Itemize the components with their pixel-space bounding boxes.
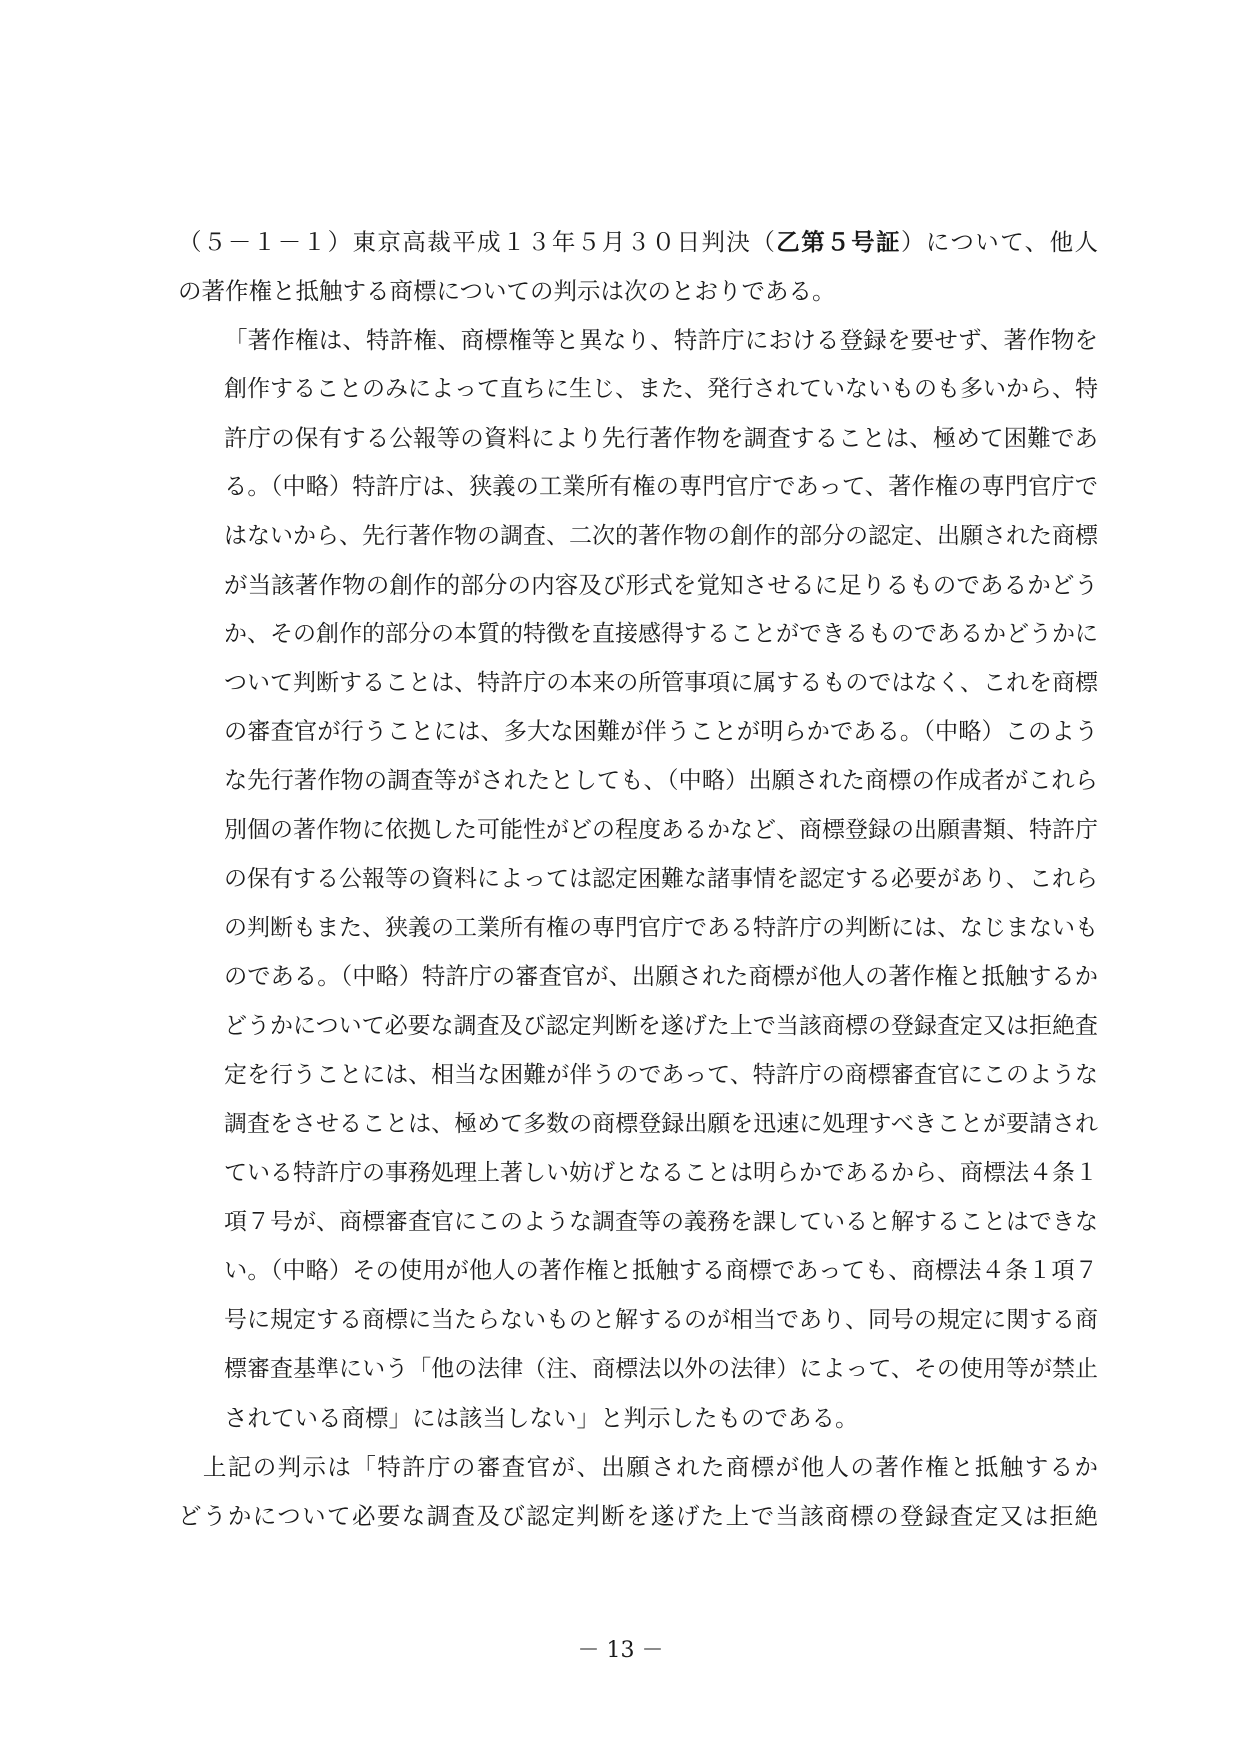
- quote-line: 別個の著作物に依拠した可能性がどの程度あるかなど、商標登録の出願書類、特許庁: [224, 817, 1098, 843]
- quote-line-last: されている商標」には該当しない」と判示したものである。: [224, 1404, 859, 1432]
- section-heading-line-1: [178, 225, 1098, 259]
- quote-line: 調査をさせることは、極めて多数の商標登録出願を迅速に処理すべきことが要請され: [224, 1111, 1098, 1137]
- heading-text-prefix: （５－１－１）東京高裁平成１３年５月３０日判決（: [178, 228, 777, 256]
- quote-line: 標審査基準にいう「他の法律（注、商標法以外の法律）によって、その使用等が禁止: [224, 1356, 1098, 1382]
- quote-line: 創作することのみによって直ちに生じ、また、発行されていないものも多いから、特: [224, 376, 1098, 402]
- quote-line: の保有する公報等の資料によっては認定困難な諸事情を認定する必要があり、これら: [224, 866, 1098, 892]
- quote-line: る。（中略）特許庁は、狭義の工業所有権の専門官庁であって、著作権の専門官庁で: [224, 473, 1098, 500]
- closing-paragraph-line: 上記の判示は「特許庁の審査官が、出願された商標が他人の著作権と抵触するか: [178, 1453, 1098, 1481]
- page-number: － 13 －: [577, 1638, 664, 1663]
- quote-line: ている特許庁の事務処理上著しい妨げとなることは明らかであるから、商標法４条１: [224, 1160, 1098, 1186]
- quote-line: い。（中略）その使用が他人の著作権と抵触する商標であっても、商標法４条１項７: [224, 1257, 1098, 1284]
- quote-line: のである。（中略）特許庁の審査官が、出願された商標が他人の著作権と抵触するか: [224, 963, 1098, 990]
- quote-line: ついて判断することは、特許庁の本来の所管事項に属するものではなく、これを商標: [224, 670, 1098, 696]
- quote-line: の判断もまた、狭義の工業所有権の専門官庁である特許庁の判断には、なじまないも: [224, 915, 1098, 941]
- quote-line: 号に規定する商標に当たらないものと解するのが相当であり、同号の規定に関する商: [224, 1307, 1098, 1333]
- closing-paragraph-line: どうかについて必要な調査及び認定判断を遂げた上で当該商標の登録査定又は拒絶: [178, 1502, 1098, 1530]
- quote-line: の審査官が行うことには、多大な困難が伴うことが明らかである。（中略）このよう: [224, 718, 1098, 745]
- quote-line: はないから、先行著作物の調査、二次的著作物の創作的部分の認定、出願された商標: [224, 523, 1098, 549]
- quote-line: 「著作権は、特許権、商標権等と異なり、特許庁における登録を要せず、著作物を: [224, 326, 1098, 354]
- heading-text-suffix: ）について、他人: [900, 228, 1099, 256]
- quote-line: 許庁の保有する公報等の資料により先行著作物を調査することは、極めて困難であ: [224, 424, 1098, 452]
- quote-line: な先行著作物の調査等がされたとしても、（中略）出願された商標の作成者がこれら: [224, 767, 1098, 794]
- section-heading-line-2: の著作権と抵触する商標についての判示は次のとおりである。: [178, 277, 836, 305]
- quote-line: どうかについて必要な調査及び認定判断を遂げた上で当該商標の登録査定又は拒絶査: [224, 1013, 1098, 1039]
- quote-line: が当該著作物の創作的部分の内容及び形式を覚知させるに足りるものであるかどう: [224, 571, 1098, 599]
- quote-line: か、その創作的部分の本質的特徴を直接感得することができるものであるかどうかに: [224, 621, 1098, 647]
- exhibit-reference: 乙第５号証: [776, 228, 901, 256]
- quote-line: 定を行うことには、相当な困難が伴うのであって、特許庁の商標審査官にこのような: [224, 1062, 1098, 1088]
- quote-line: 項７号が、商標審査官にこのような調査等の義務を課していると解することはできな: [224, 1209, 1098, 1235]
